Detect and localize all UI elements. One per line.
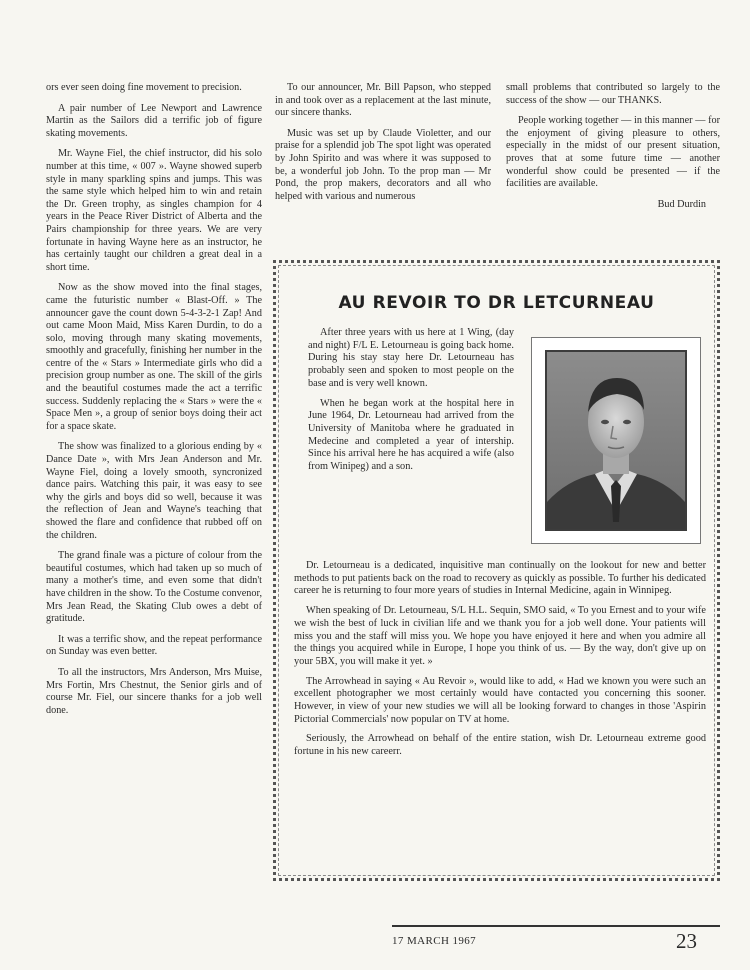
box-lower-text [294,560,706,766]
article-paragraph: small problems that contributed so largely to the success of the show — our THANKS. [506,82,720,106]
article-paragraph: The show was finalized to a glorious ending by « Dance Date », with Mrs Jean Anderson and Mr. Wayne Fiel, doing a lovely smooth, syncronized dance pairs. Watching this pair, it was easy to see why the girls and boys did so well, because it was the reflection of Jean and Wayne's teaching that showed the flare and confidence that rubbed off on the children. [46,441,262,541]
article-paragraph: ors ever seen doing fine movement to precision. [46,82,242,93]
box-paragraph: Seriously, the Arrowhead on behalf of the entire station, wish Dr. Letourneau extreme good fortune in his new careerr. [294,733,706,758]
box-paragraph: The Arrowhead in saying « Au Revoir », would like to add, « Had we known you were such an excellent photographer we most certainly would have contacted you concerning this sooner. However, in view of your new studies we will all be looking forward to changes in those 'Aspirin Pictorial Commercials' now popular on TV at home. [294,675,706,725]
article-paragraph: To all the instructors, Mrs Anderson, Mrs Muise, Mrs Fortin, Mrs Chestnut, the Senior girls and of course Mr. Fiel, our sincere thanks for a job well done. [46,666,262,716]
footer-rule [392,925,720,927]
article-paragraph: To our announcer, Mr. Bill Papson, who stepped in and took over as a replacement at the last minute, our sincere thanks. [275,82,491,119]
box-paragraph: When he began work at the hospital here in June 1964, Dr. Letourneau had arrived from the University of Manitoba where he graduated in Medecine and completed a year of intership. Since his arrival here he has acquired a wife (also from Winipeg) and a son. [308,397,514,473]
article-paragraph: A pair number of Lee Newport and Lawrence Martin as the Sailors did a terrific job of figure skating movements. [46,102,262,139]
article-paragraph: Music was set up by Claude Violetter, and our praise for a splendid job The spot light was operated by John Spirito and was where it was supposed to be, a wonderful job John. To the prop man — Mr Pond, the prop makers, decorators and all who helped with various and numerous [275,127,491,202]
article-paragraph: The grand finale was a picture of colour from the beautiful costumes, which had taken up so much of many a mother's time, and even some that didn't have children in the show. To the Costume convenor, Mrs Jean Read, the Skating Club owes a debt of gratitude. [46,550,262,625]
box-paragraph: Dr. Letourneau is a dedicated, inquisitive man continually on the lookout for new and better methods to put patients back on the road to recovery as quickly as possible. To further his dedicated career he is returning to four more years of studies in Internal Medicine, again in Winnipeg. [294,560,706,597]
farewell-box [273,260,720,881]
page-number: 23 [676,929,697,953]
portrait-photo [545,350,687,531]
box-paragraph: When speaking of Dr. Letourneau, S/L H.L. Sequin, SMO said, « To you Ernest and to your wife we wish the best of luck in civilian life and we thank you for a job well done. Your patients will miss you and the staff will miss you. We hope you have enjoyed it here and when you admire all the things you acquired while in Europe, I hope you think of us. — By the way, don't give up on your 5BX, you will make it yet. » [294,605,706,667]
box-title: AU REVOIR TO DR LETCURNEAU [338,293,655,313]
article-paragraph: Now as the show moved into the final stages, came the futuristic number « Blast-Off. » The announcer gave the count down 5-4-3-2-1 Zap! And out came Moon Maid, Miss Karen Durdin, to do a solo, moving through many skating movements, smoothly and gracefully, finishing her number in the centre of the « Stars » Intermediate girls who did a precision group number as one. The skill of the girls and the beautiful costumes made the act a terrific success. Suddenly replacing the « Stars » were the « Space Men », a group of senior boys doing their act for a space skate. [46,282,262,432]
issue-date: 17 MARCH 1967 [392,935,477,947]
portrait-frame [531,337,701,544]
author-signature: Bud Durdin [657,198,706,210]
article-paragraph: It was a terrific show, and the repeat performance on Sunday was even better. [46,633,262,658]
middle-column [275,82,491,211]
article-paragraph: Mr. Wayne Fiel, the chief instructor, did his solo number at this time, « 007 ». Wayne showed superb style in many sparkling spins and jumps. This was the same style which helped him to win and retain the Dr. Green trophy, as singles champion for 4 years in the Peace River District of Alberta and the Pairs championship for three years. We are very fortunate in having Wayne here as an instructor, he has certainly taught our children a great deal in a short time. [46,148,262,273]
box-paragraph: After three years with us here at 1 Wing, (day and night) F/L E. Letourneau is going back home. During his stay stay here Dr. Letourneau has probably seen and spoken to most people on the base and is very well known. [308,327,514,389]
left-column [46,82,262,725]
article-paragraph: People working together — in this manner — for the enjoyment of giving pleasure to others, especially in the midst of our present situation, proves that at some future time — another wonderful show could be presented — if the facilities are available. [506,115,720,190]
right-column [506,82,720,210]
portrait-photo-image [547,352,685,529]
box-upper-text [308,327,514,481]
